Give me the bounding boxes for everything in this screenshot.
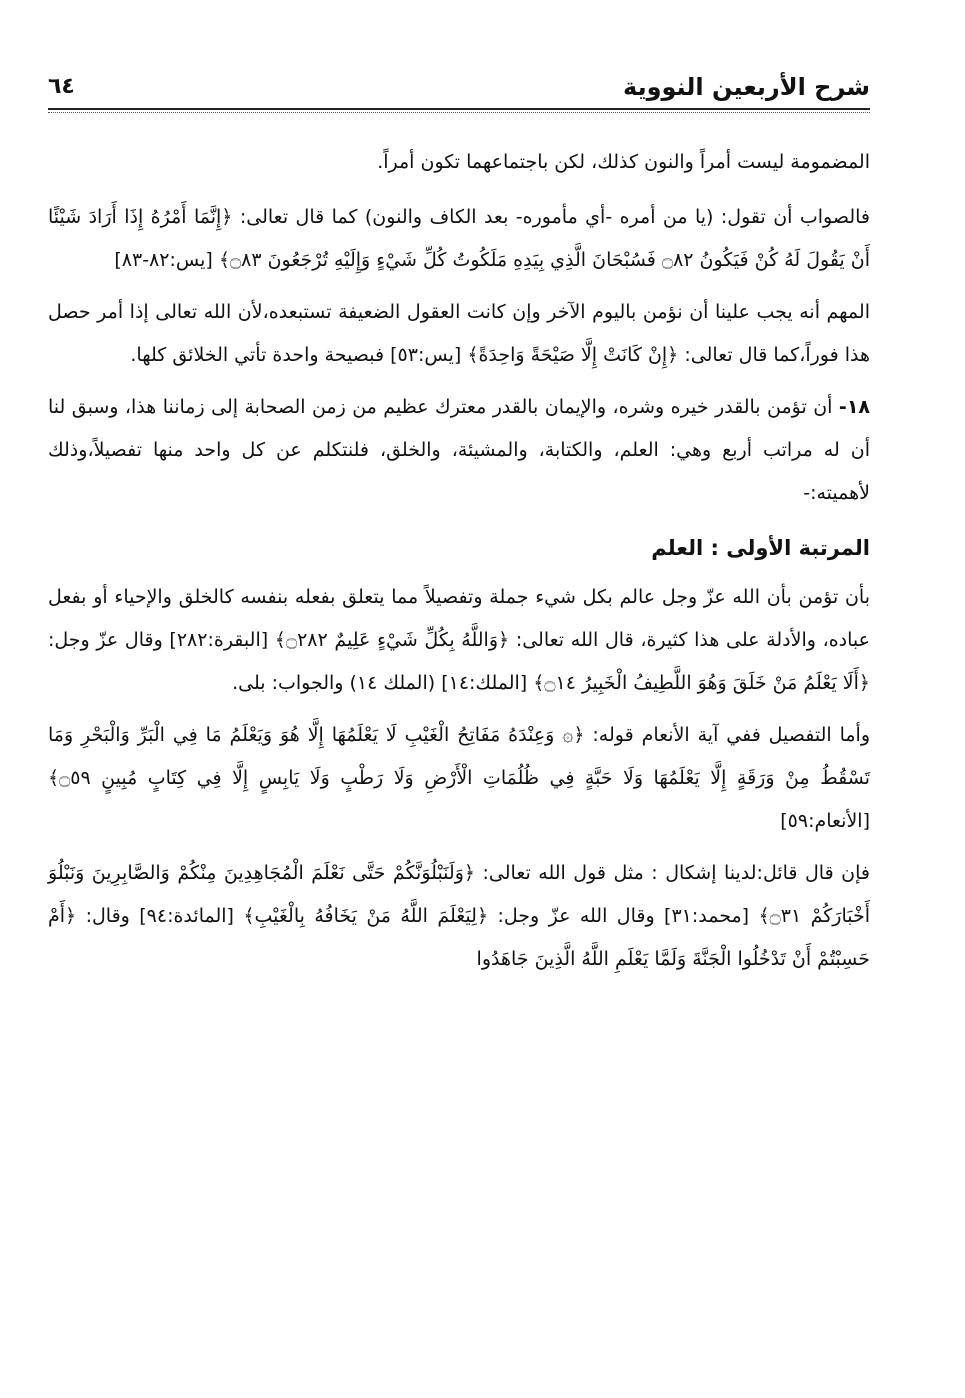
item-18-text: أن تؤمن بالقدر خيره وشره، والإيمان بالقدر معترك عظيم من زمن الصحابة إلى زماننا هذا، وسبق لنا أن له مراتب أربع وهي: العلم، والكتابة، والمشيئة، والخلق، فلنتكلم عن كل واحد منها تفصيلاً،وذلك لأهميته:- <box>48 396 870 504</box>
page-body <box>48 141 870 981</box>
page-number: ٦٤ <box>48 74 75 99</box>
running-title: شرح الأربعين النووية <box>623 73 870 101</box>
paragraph-1: المضمومة ليست أمراً والنون كذلك، لكن باجتماعهما تكون أمراً. <box>377 151 870 173</box>
page-header <box>48 62 870 102</box>
section-paragraph-1: بأن تؤمن بأن الله عزّ وجل عالم بكل شيء جملة وتفصيلاً مما يتعلق بفعله بنفسه كالخلق والإحياء أو بفعل عباده، والأدلة على هذا كثيرة، قال الله تعالى: ﴿وَاللَّهُ بِكُلِّ شَيْءٍ عَلِيمٌ ۝٢٨٢﴾ [البقرة:٢٨٢] وقال عزّ وجل: ﴿أَلَا يَعْلَمُ مَنْ خَلَقَ وَهُوَ اللَّطِيفُ الْخَبِيرُ ۝١٤﴾ [الملك:١٤] (الملك ١٤) والجواب: بلى. <box>48 586 871 694</box>
header-rule <box>48 108 870 113</box>
section-heading: المرتبة الأولى : العلم <box>651 536 870 560</box>
item-18-number: ١٨- <box>838 396 871 418</box>
paragraph-3: المهم أنه يجب علينا أن نؤمن باليوم الآخر وإن كانت العقول الضعيفة تستبعده،لأن الله تعالى إذا أمر حصل هذا فوراً،كما قال تعالى: ﴿إِنْ كَانَتْ إِلَّا صَيْحَةً وَاحِدَةً﴾ [يس:٥٣] فبصيحة واحدة تأتي الخلائق كلها. <box>48 301 870 366</box>
section-paragraph-3: فإن قال قائل:لدينا إشكال : مثل قول الله تعالى: ﴿وَلَنَبْلُوَنَّكُمْ حَتَّى نَعْلَمَ الْمُجَاهِدِينَ مِنْكُمْ وَالصَّابِرِينَ وَنَبْلُوَ أَخْبَارَكُمْ ۝٣١﴾ [محمد:٣١] وقال الله عزّ وجل: ﴿لِيَعْلَمَ اللَّهُ مَنْ يَخَافُهُ بِالْغَيْبِ﴾ [المائدة:٩٤] وقال: ﴿أَمْ حَسِبْتُمْ أَنْ تَدْخُلُوا الْجَنَّةَ وَلَمَّا يَعْلَمِ اللَّهُ الَّذِينَ جَاهَدُوا <box>48 862 871 970</box>
item-18 <box>48 386 870 515</box>
book-page <box>48 62 870 1382</box>
paragraph-2: فالصواب أن تقول: (يا من أمره -أي مأموره- بعد الكاف والنون) كما قال تعالى: ﴿إِنَّمَا أَمْرُهُ إِذَا أَرَادَ شَيْئًا أَنْ يَقُولَ لَهُ كُنْ فَيَكُونُ ۝٨٢ فَسُبْحَانَ الَّذِي بِيَدِهِ مَلَكُوتُ كُلِّ شَيْءٍ وَإِلَيْهِ تُرْجَعُونَ ۝٨٣﴾ [يس:٨٢-٨٣] <box>48 206 870 271</box>
section-paragraph-2: وأما التفصيل ففي آية الأنعام قوله: ﴿۞ وَعِنْدَهُ مَفَاتِحُ الْغَيْبِ لَا يَعْلَمُهَا إِلَّا هُوَ وَيَعْلَمُ مَا فِي الْبَرِّ وَالْبَحْرِ وَمَا تَسْقُطُ مِنْ وَرَقَةٍ إِلَّا يَعْلَمُهَا وَلَا حَبَّةٍ فِي ظُلُمَاتِ الْأَرْضِ وَلَا رَطْبٍ وَلَا يَابِسٍ إِلَّا فِي كِتَابٍ مُبِينٍ ۝٥٩﴾ [الأنعام:٥٩] <box>48 724 870 832</box>
